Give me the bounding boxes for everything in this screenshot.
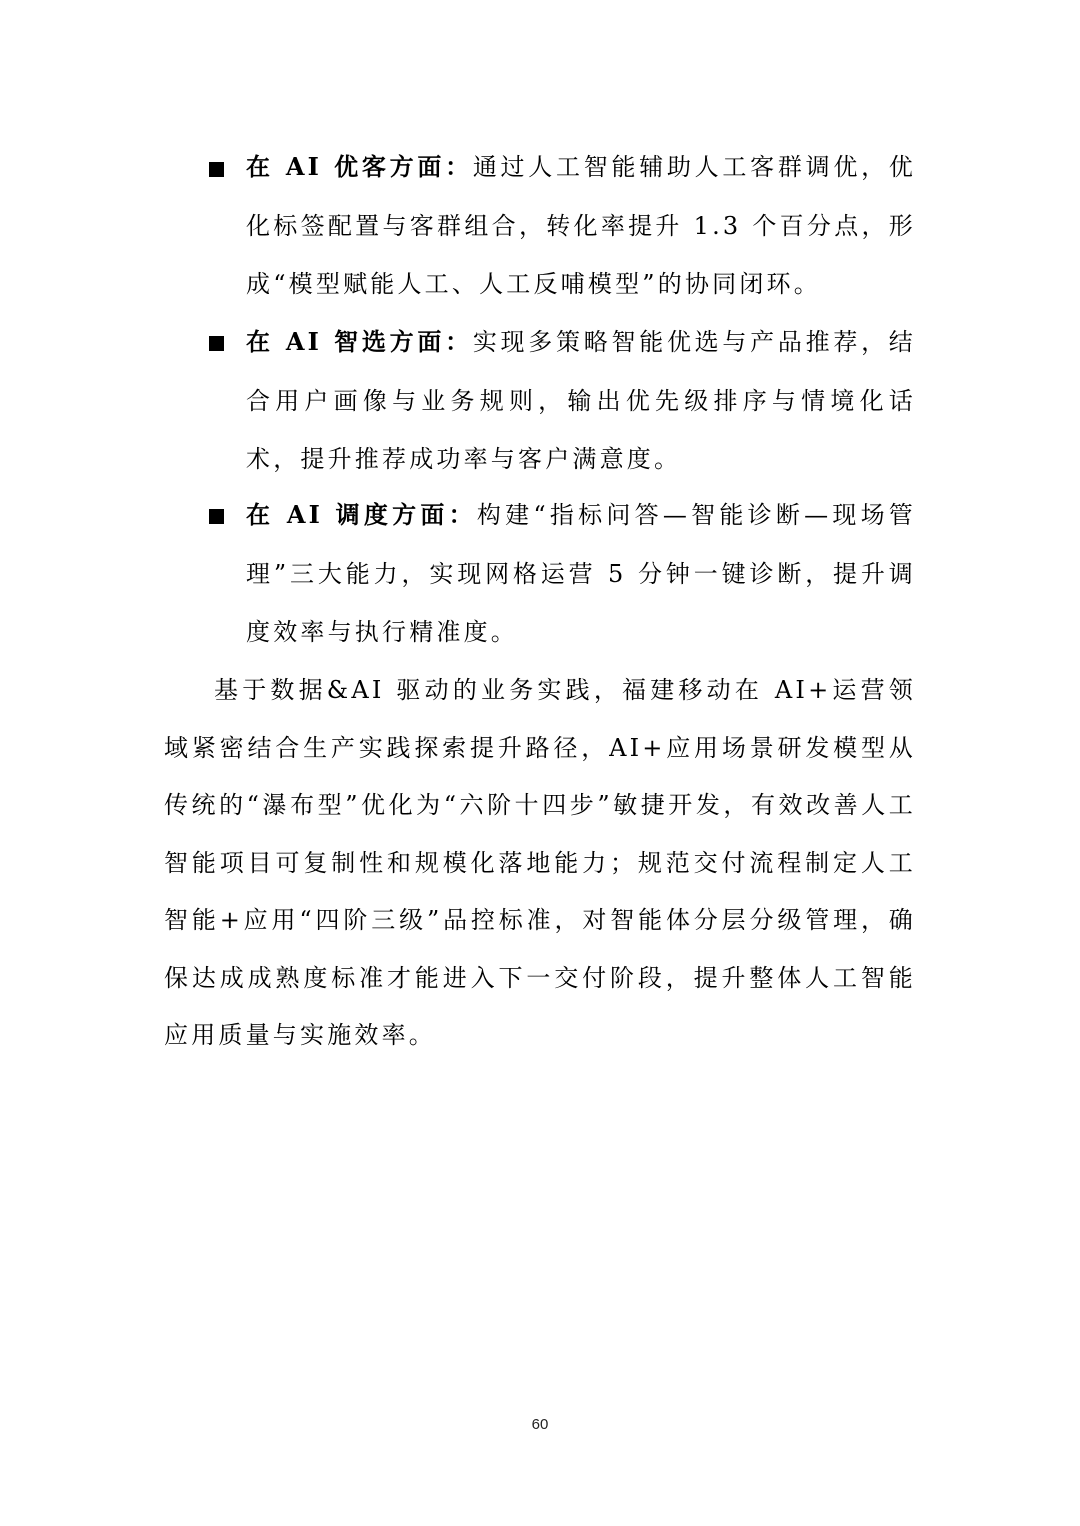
- bullet-label: 在 AI 智选方面：: [246, 327, 473, 356]
- bullet-body: 构建“指标问答—智能诊断—现场管理”三大能力，实现网格运营 5 分钟一键诊断，提升调度效率与执行精准度。: [246, 501, 917, 646]
- black-square-bullet-icon: [209, 162, 224, 177]
- bullet-body: 通过人工智能辅助人工客群调优，优化标签配置与客群组合，转化率提升 1.3 个百分点，形成“模型赋能人工、人工反哺模型”的协同闭环。: [246, 153, 917, 298]
- bullet-body: 实现多策略智能优选与产品推荐，结合用户画像与业务规则，输出优先级排序与情境化话术，提升推荐成功率与客户满意度。: [246, 328, 917, 473]
- bullet-label: 在 AI 优客方面：: [246, 152, 473, 181]
- body-paragraph: 基于数据&AI 驱动的业务实践，福建移动在 AI+运营领域紧密结合生产实践探索提升路径，AI+应用场景研发模型从传统的“瀑布型”优化为“六阶十四步”敏捷开发，有效改善人工智能项目可复制性和规模化落地能力；规范交付流程制定人工智能+应用“四阶三级”品控标准，对智能体分层分级管理，确保达成成熟度标准才能进入下一交付阶段，提升整体人工智能应用质量与实施效率。: [164, 676, 916, 1049]
- bullet-text: [246, 313, 916, 489]
- black-square-bullet-icon: [209, 336, 224, 351]
- bullet-text: [246, 486, 916, 662]
- bullet-text: [246, 138, 916, 314]
- page-number: 60: [531, 1416, 549, 1433]
- black-square-bullet-icon: [209, 509, 224, 524]
- bullet-label: 在 AI 调度方面：: [246, 500, 477, 529]
